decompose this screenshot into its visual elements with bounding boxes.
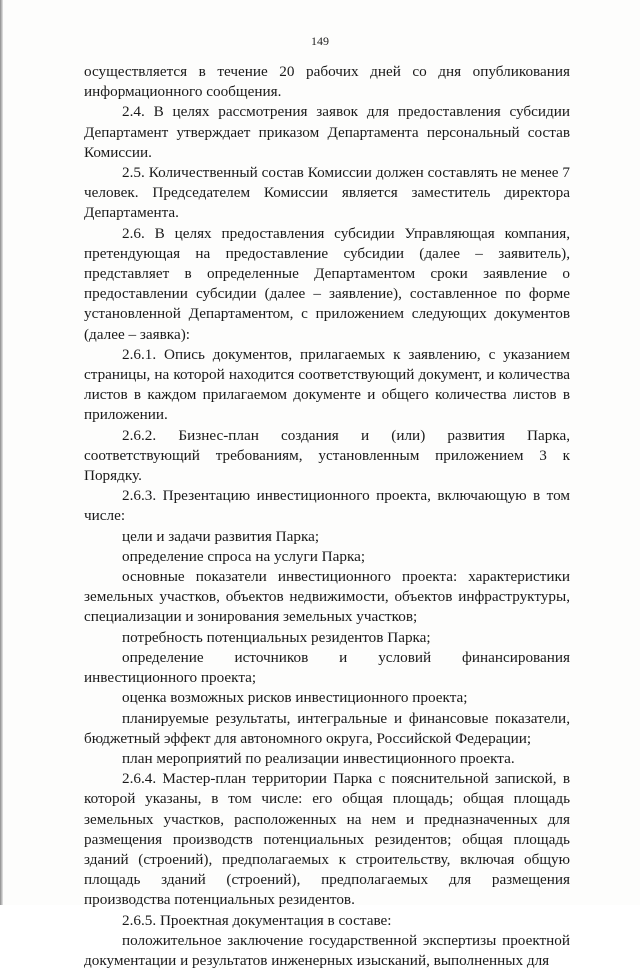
paragraph-p9: определение спроса на услуги Парка; bbox=[122, 547, 366, 565]
scan-edge bbox=[0, 0, 3, 905]
paragraph-p2: 2.4. В целях рассмотрения заявок для предоставления субсидии Департамент утверждает приказом Департамента персональный состав Комиссии. bbox=[84, 103, 570, 161]
document-body bbox=[84, 62, 570, 971]
paragraph-p17: 2.6.5. Проектная документация в составе: bbox=[122, 911, 392, 929]
paragraph-p16: 2.6.4. Мастер-план территории Парка с пояснительной запиской, в которой указаны, в том числе: его общая площадь; общая площадь земельных участков, расположенных на нем и предназначенных для размещения производств потенциальных резидентов; общая площадь зданий (строений), предполагаемых к строительству, включая общую площадь зданий (строений), предполагаемых для размещения производства потенциальных резидентов. bbox=[84, 770, 570, 909]
paragraph-p3: 2.5. Количественный состав Комиссии должен составлять не менее 7 человек. Председателем Комиссии является заместитель директора Департамента. bbox=[84, 164, 570, 222]
page-number: 149 bbox=[311, 34, 329, 48]
paragraph-p18: положительное заключение государственной экспертизы проектной документации и результатов инженерных изысканий, выполненных для bbox=[84, 931, 570, 969]
paragraph-p6: 2.6.2. Бизнес-план создания и (или) развития Парка, соответствующий требованиям, установленным приложением 3 к Порядку. bbox=[84, 426, 570, 485]
paragraph-p11: потребность потенциальных резидентов Парка; bbox=[122, 628, 431, 646]
paragraph-p12: определение источников и условий финансирования инвестиционного проекта; bbox=[84, 648, 570, 687]
paragraph-p15: план мероприятий по реализации инвестиционного проекта. bbox=[122, 749, 515, 767]
paragraph-p14: планируемые результаты, интегральные и финансовые показатели, бюджетный эффект для автономного округа, Российской Федерации; bbox=[84, 709, 570, 747]
paragraph-p10: основные показатели инвестиционного проекта: характеристики земельных участков, объектов недвижимости, объектов инфраструктуры, специализации и зонирования земельных участков; bbox=[84, 568, 570, 626]
paragraph-p8: цели и задачи развития Парка; bbox=[122, 527, 320, 545]
paragraph-p5: 2.6.1. Опись документов, прилагаемых к заявлению, с указанием страницы, на которой находится соответствующий документ, и количества листов в каждом прилагаемом документе и общего количества листов в приложении. bbox=[84, 345, 570, 424]
paragraph-p13: оценка возможных рисков инвестиционного проекта; bbox=[122, 689, 468, 707]
paragraph-p4: 2.6. В целях предоставления субсидии Управляющая компания, претендующая на предоставление субсидии (далее – заявитель), представляет в определенные Департаментом сроки заявление о предоставлении субсидии (далее – заявление), составленное по форме установленной Департаментом, с приложением следующих документов (далее – заявка): bbox=[84, 224, 570, 343]
paragraph-p1: осуществляется в течение 20 рабочих дней со дня опубликования информационного сообщения. bbox=[84, 63, 570, 101]
paragraph-p7: 2.6.3. Презентацию инвестиционного проекта, включающую в том числе: bbox=[84, 487, 570, 525]
